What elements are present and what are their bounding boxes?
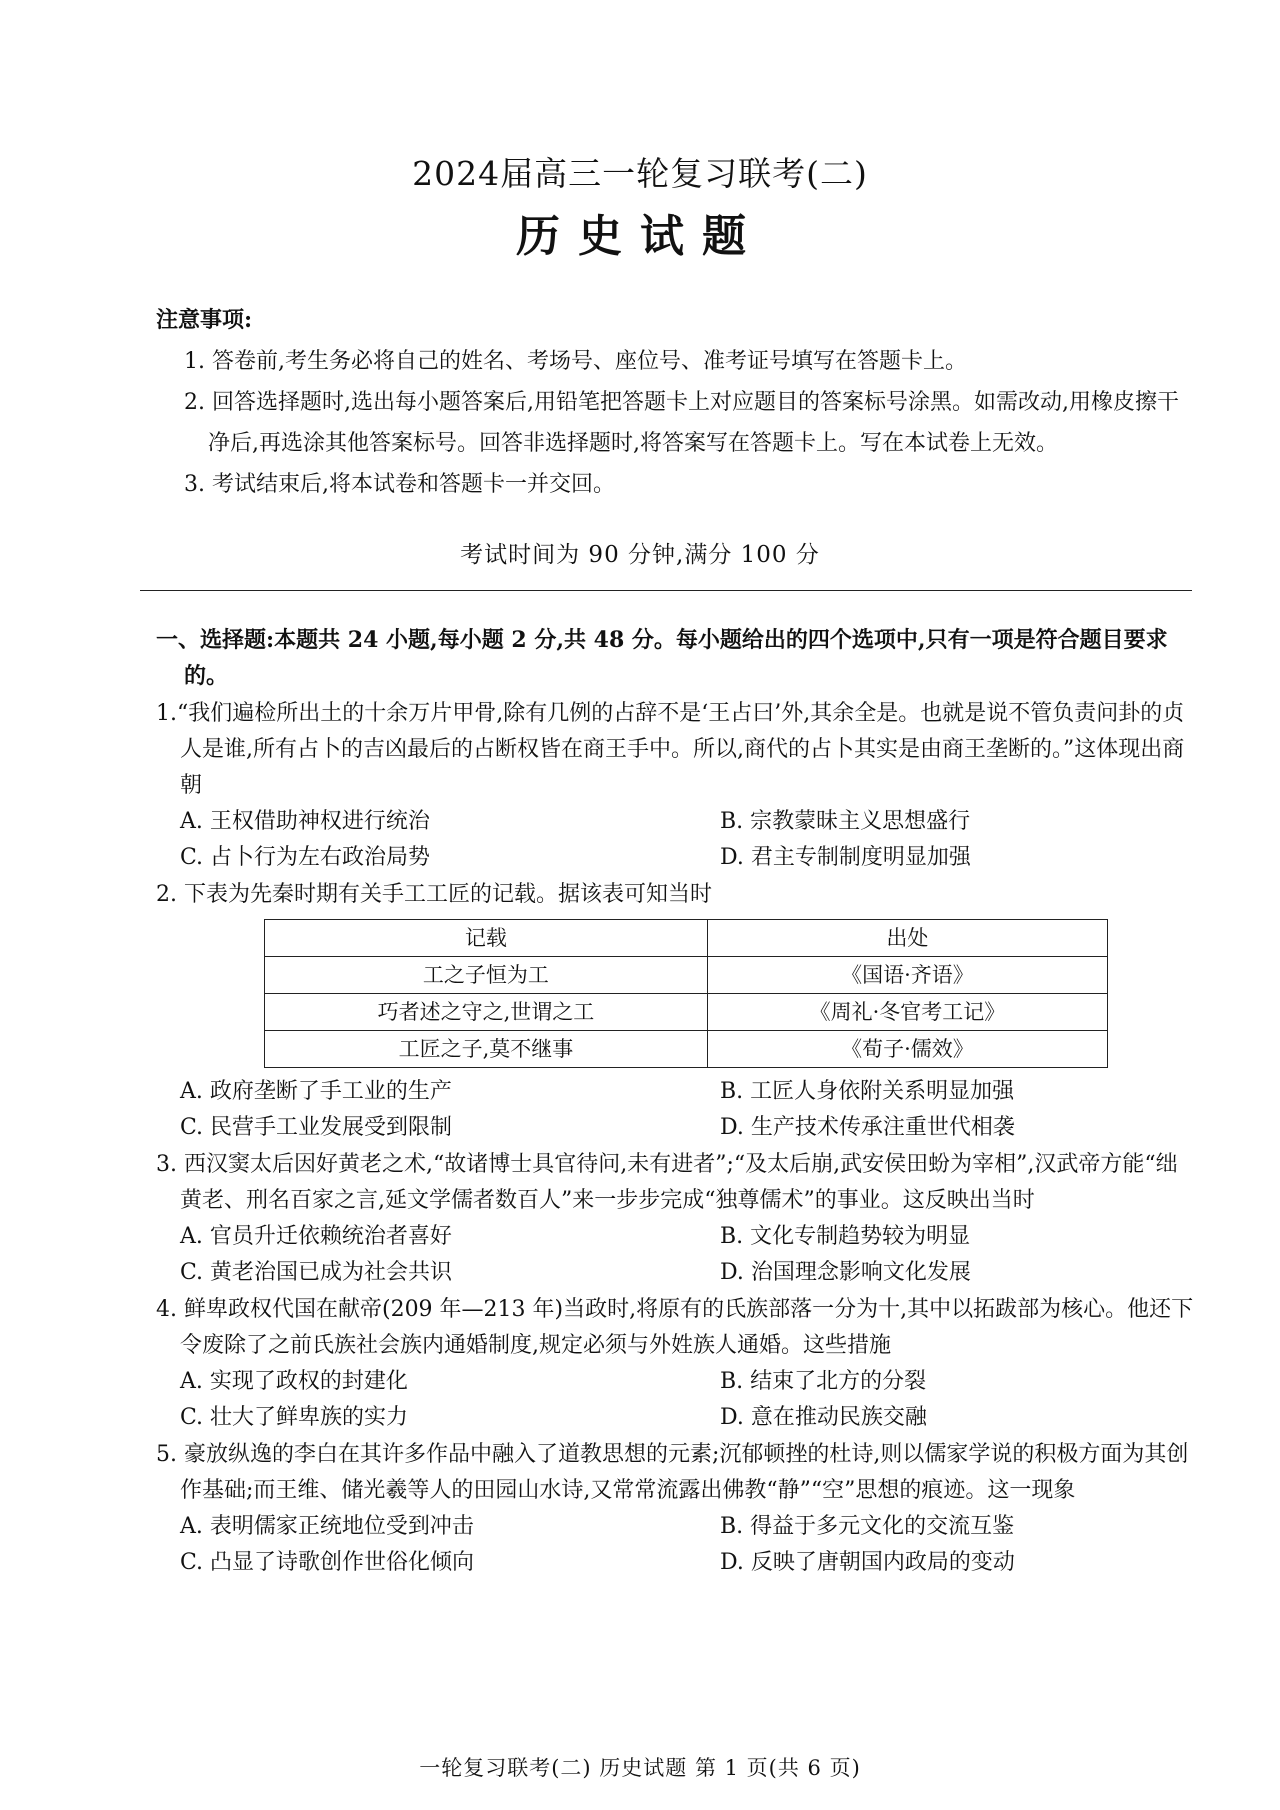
question-stem: 2. 下表为先秦时期有关手工工匠的记载。据该表可知当时 bbox=[156, 882, 712, 907]
option-a: A. 王权借助神权进行统治 bbox=[180, 809, 430, 834]
table-cell: 《国语·齐语》 bbox=[707, 957, 1107, 994]
option-b: B. 工匠人身依附关系明显加强 bbox=[720, 1079, 1015, 1104]
exam-title: 2024届高三一轮复习联考(二) bbox=[412, 154, 868, 193]
notice-item: 1. 答卷前,考生务必将自己的姓名、考场号、座位号、准考证号填写在答题卡上。 bbox=[184, 349, 967, 374]
question-stem: 5. 豪放纵逸的李白在其许多作品中融入了道教思想的元素;沉郁顿挫的杜诗,则以儒家学说的积极方面为其创作基础;而王维、储光羲等人的田园山水诗,又常常流露出佛教“静”“空”思想的痕迹。这一现象 bbox=[156, 1442, 1189, 1503]
option-list bbox=[156, 1219, 1196, 1291]
table-cell: 巧者述之守之,世谓之工 bbox=[265, 994, 708, 1031]
option-a: A. 政府垄断了手工业的生产 bbox=[180, 1079, 452, 1104]
option-d: D. 反映了唐朝国内政局的变动 bbox=[720, 1550, 1015, 1575]
option-list bbox=[156, 1509, 1196, 1581]
question-1 bbox=[156, 696, 1196, 876]
option-d: D. 生产技术传承注重世代相袭 bbox=[720, 1115, 1015, 1140]
option-c: C. 壮大了鲜卑族的实力 bbox=[180, 1405, 409, 1430]
option-d: D. 意在推动民族交融 bbox=[720, 1405, 927, 1430]
table-header-cell: 出处 bbox=[707, 920, 1107, 957]
option-list bbox=[156, 1074, 1196, 1146]
question-stem: 4. 鲜卑政权代国在献帝(209 年—213 年)当政时,将原有的氏族部落一分为十,其中以拓跋部为核心。他还下令废除了之前氏族社会族内通婚制度,规定必须与外姓族人通婚。这些措施 bbox=[156, 1297, 1194, 1358]
option-a: A. 官员升迁依赖统治者喜好 bbox=[180, 1224, 452, 1249]
option-list bbox=[156, 804, 1196, 876]
question-stem: 3. 西汉窦太后因好黄老之术,“故诸博士具官待问,未有进者”;“及太后崩,武安侯田蚡为宰相”,汉武帝方能“绌黄老、刑名百家之言,延文学儒者数百人”来一步步完成“独尊儒术”的事业。这反映出当时 bbox=[156, 1152, 1178, 1213]
exam-time-info: 考试时间为 90 分钟,满分 100 分 bbox=[460, 542, 820, 568]
question-2 bbox=[156, 877, 1196, 1146]
table-row bbox=[265, 1031, 1108, 1068]
option-d: D. 治国理念影响文化发展 bbox=[720, 1260, 971, 1285]
notice-item: 3. 考试结束后,将本试卷和答题卡一并交回。 bbox=[184, 472, 615, 497]
option-b: B. 宗教蒙昧主义思想盛行 bbox=[720, 809, 971, 834]
table-row bbox=[265, 957, 1108, 994]
question-3 bbox=[156, 1147, 1196, 1291]
option-b: B. 得益于多元文化的交流互鉴 bbox=[720, 1514, 1015, 1539]
subject-title: 历史试题 bbox=[516, 211, 764, 262]
divider-line bbox=[140, 590, 1192, 591]
option-c: C. 凸显了诗歌创作世俗化倾向 bbox=[180, 1550, 475, 1575]
option-b: B. 结束了北方的分裂 bbox=[720, 1369, 927, 1394]
option-list bbox=[156, 1364, 1196, 1436]
option-a: A. 实现了政权的封建化 bbox=[180, 1369, 408, 1394]
option-c: C. 民营手工业发展受到限制 bbox=[180, 1115, 453, 1140]
notice-item: 2. 回答选择题时,选出每小题答案后,用铅笔把答题卡上对应题目的答案标号涂黑。如需改动,用橡皮擦干净后,再选涂其他答案标号。回答非选择题时,将答案写在答题卡上。写在本试卷上无效。 bbox=[184, 390, 1179, 456]
notice-heading: 注意事项: bbox=[156, 307, 253, 333]
questions-section bbox=[156, 622, 1196, 1581]
table-header-row bbox=[265, 920, 1108, 957]
section-header: 一、选择题:本题共 24 小题,每小题 2 分,共 48 分。每小题给出的四个选项中,只有一项是符合题目要求的。 bbox=[156, 627, 1168, 689]
table-cell: 《荀子·儒效》 bbox=[707, 1031, 1107, 1068]
question-5 bbox=[156, 1437, 1196, 1581]
table-cell: 工匠之子,莫不继事 bbox=[265, 1031, 708, 1068]
page-footer: 一轮复习联考(二) 历史试题 第 1 页(共 6 页) bbox=[419, 1756, 861, 1780]
notice-section bbox=[156, 300, 1196, 505]
table-header-cell: 记载 bbox=[265, 920, 708, 957]
table-row bbox=[265, 994, 1108, 1031]
table-cell: 工之子恒为工 bbox=[265, 957, 708, 994]
table-cell: 《周礼·冬官考工记》 bbox=[707, 994, 1107, 1031]
question-4 bbox=[156, 1292, 1196, 1436]
option-b: B. 文化专制趋势较为明显 bbox=[720, 1224, 971, 1249]
option-c: C. 占卜行为左右政治局势 bbox=[180, 845, 431, 870]
question-stem: 1.“我们遍检所出土的十余万片甲骨,除有几例的占辞不是‘王占曰’外,其余全是。也就是说不管负责问卦的贞人是谁,所有占卜的吉凶最后的占断权皆在商王手中。所以,商代的占卜其实是由商王垄断的。”这体现出商朝 bbox=[156, 701, 1185, 798]
option-a: A. 表明儒家正统地位受到冲击 bbox=[180, 1514, 474, 1539]
records-table bbox=[264, 919, 1108, 1068]
option-c: C. 黄老治国已成为社会共识 bbox=[180, 1260, 453, 1285]
option-d: D. 君主专制制度明显加强 bbox=[720, 845, 971, 870]
